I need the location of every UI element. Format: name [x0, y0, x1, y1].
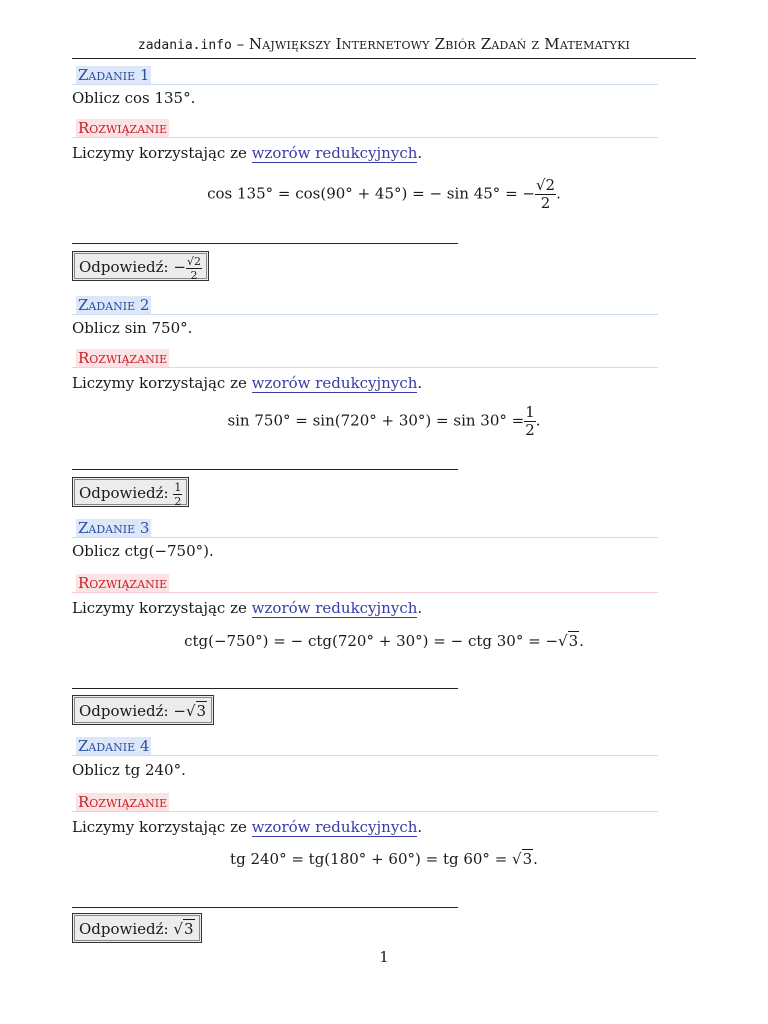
task-3-answer-box: Odpowiedź: −√3 [72, 695, 214, 725]
task-2-label: Zadanie 2 [72, 295, 658, 315]
task-2-formula: sin 750° = sin(720° + 30°) = sin 30° = $\frac{1}{2}$ . [227, 403, 541, 439]
task-2-question: Oblicz sin 750°. [72, 319, 193, 337]
site-name: zadania.info [137, 38, 232, 53]
page-header [72, 34, 696, 59]
task-4-question: Oblicz tg 240°. [72, 761, 186, 779]
task-4-formula-root: √3 [512, 850, 533, 868]
task-2-answer-fraction: $\frac{1}{2}$ [174, 480, 182, 508]
task-1-intro: Liczymy korzystając ze wzorów redukcyjnych. [72, 144, 423, 162]
task-2-intro: Liczymy korzystając ze wzorów redukcyjnych. [72, 374, 423, 392]
task-2-divider [72, 469, 458, 470]
task-1-formula-fraction: $\frac{√2}{2}$ [535, 176, 556, 212]
page-number: 1 [379, 948, 389, 966]
task-1-label: Zadanie 1 [72, 65, 658, 85]
task-4-label: Zadanie 4 [72, 736, 658, 756]
task-1-divider [72, 243, 458, 244]
task-3-answer-root: √3 [185, 702, 207, 720]
task-2-reduction-link[interactable]: wzorów redukcyjnych [251, 374, 418, 392]
task-3-formula: ctg(−750°) = − ctg(720° + 30°) = − ctg 30° = −√3. [184, 632, 584, 650]
task-2-answer-box: Odpowiedź: $\frac{1}{2}$ [72, 477, 189, 507]
task-4-formula: tg 240° = tg(180° + 60°) = tg 60° = √3. [230, 850, 538, 868]
task-3-question: Oblicz ctg(−750°). [72, 542, 214, 560]
task-3-intro: Liczymy korzystając ze wzorów redukcyjnych. [72, 599, 423, 617]
task-4-intro: Liczymy korzystając ze wzorów redukcyjnych. [72, 818, 423, 836]
task-3-reduction-link[interactable]: wzorów redukcyjnych [251, 599, 418, 617]
task-1-reduction-link[interactable]: wzorów redukcyjnych [251, 144, 418, 162]
task-1-answer-box: Odpowiedź: − $\frac{√2}{2}$ [72, 251, 209, 281]
task-3-label: Zadanie 3 [72, 518, 658, 538]
task-4-solution-label: Rozwiązanie [72, 792, 658, 812]
task-4-answer-root: √3 [173, 920, 194, 938]
task-1-formula: cos 135° = cos(90° + 45°) = − sin 45° = − $\frac{√2}{2}$ . [207, 176, 561, 212]
task-4-divider [72, 907, 458, 908]
task-3-divider [72, 688, 458, 689]
task-3-formula-root: √3 [558, 632, 579, 650]
task-1-answer-fraction: $\frac{√2}{2}$ [186, 254, 201, 282]
task-4-reduction-link[interactable]: wzorów redukcyjnych [251, 818, 418, 836]
task-2-solution-label: Rozwiązanie [72, 348, 658, 368]
header-title: Największy Internetowy Zbiór Zadań z Matematyki [248, 35, 631, 53]
header-dash: – [236, 35, 245, 53]
task-3-solution-label: Rozwiązanie [72, 573, 658, 593]
task-4-answer-box: Odpowiedź: √3 [72, 913, 202, 943]
task-1-question: Oblicz cos 135°. [72, 89, 196, 107]
task-1-solution-label: Rozwiązanie [72, 118, 658, 138]
task-2-formula-fraction: $\frac{1}{2}$ [525, 403, 535, 439]
